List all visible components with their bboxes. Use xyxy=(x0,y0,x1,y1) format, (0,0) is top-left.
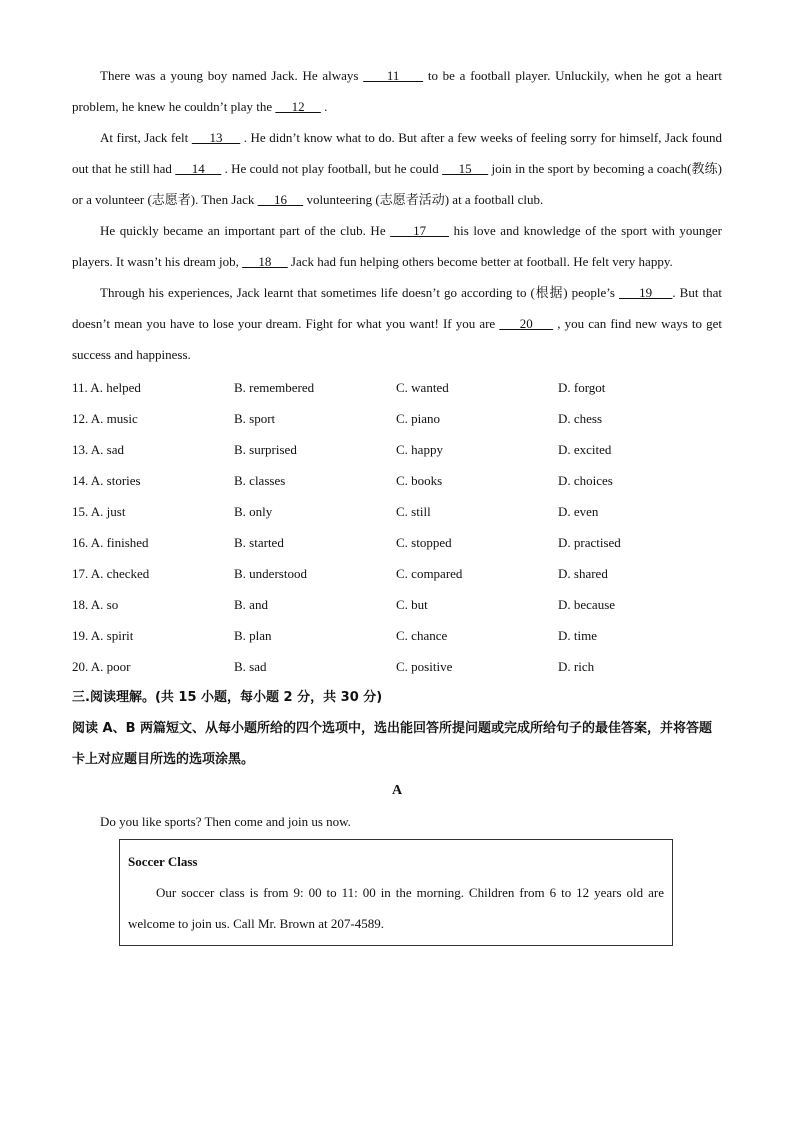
option-c: C. piano xyxy=(396,410,441,426)
soccer-class-box xyxy=(119,839,673,946)
text: his love and knowledge of the sport with younger players. It wasn’t his dream job, xyxy=(72,223,723,269)
box-title: Soccer Class xyxy=(128,854,198,869)
option-b: B. sport xyxy=(234,410,276,426)
text: He quickly became an important part of the club. He xyxy=(100,223,391,238)
exam-page xyxy=(72,60,722,946)
blank-11: 11 xyxy=(363,68,424,83)
option-b: B. started xyxy=(234,534,284,550)
part-label: A xyxy=(391,783,403,798)
text: to be a football player. Unluckily, when he got a heart problem, he knew he couldn’t play the xyxy=(72,68,722,114)
option-row-20 xyxy=(72,651,722,682)
option-d: D. time xyxy=(558,627,597,643)
option-a: 18. A. so xyxy=(72,596,119,612)
option-c: C. chance xyxy=(396,627,448,643)
option-a: 15. A. just xyxy=(72,503,126,519)
answer-options xyxy=(72,372,722,682)
option-d: D. practised xyxy=(558,534,621,550)
option-d: D. shared xyxy=(558,565,608,581)
option-row-19 xyxy=(72,620,722,651)
option-d: D. because xyxy=(558,596,616,612)
section-title: 三.阅读理解。(共 15 小题，每小题 2 分，共 30 分) xyxy=(72,690,383,705)
text: , you can find new ways to get success and happiness. xyxy=(72,316,723,362)
option-d: D. rich xyxy=(558,658,595,674)
blank-16: 16 xyxy=(257,192,304,207)
text: join in the sport by becoming a coach(教练) or a volunteer (志愿者). Then Jack xyxy=(72,161,723,207)
option-d: D. excited xyxy=(558,441,612,457)
option-a: 17. A. checked xyxy=(72,565,150,581)
text: . He could not play football, but he could xyxy=(221,161,443,176)
option-row-14 xyxy=(72,465,722,496)
option-b: B. classes xyxy=(234,472,286,488)
blank-17: 17 xyxy=(390,223,449,238)
option-c: C. positive xyxy=(396,658,453,674)
option-c: C. happy xyxy=(396,441,443,457)
option-b: B. surprised xyxy=(234,441,297,457)
blank-12: 12 xyxy=(275,99,321,114)
option-c: C. but xyxy=(396,596,428,612)
text: There was a young boy named Jack. He always xyxy=(100,68,364,83)
text: . But that doesn’t mean you have to lose your dream. Fight for what you want! If you are xyxy=(72,285,722,331)
option-row-17 xyxy=(72,558,722,589)
option-a: 16. A. finished xyxy=(72,534,149,550)
text: Through his experiences, Jack learnt that sometimes life doesn’t go according to (根据) people’s xyxy=(100,285,619,300)
option-row-18 xyxy=(72,589,722,620)
text: At first, Jack felt xyxy=(100,130,192,145)
blank-14: 14 xyxy=(175,161,222,176)
option-b: B. sad xyxy=(234,658,267,674)
option-row-16 xyxy=(72,527,722,558)
option-b: B. and xyxy=(234,596,268,612)
text: Jack had fun helping others become better at football. He felt very happy. xyxy=(287,254,673,269)
option-c: C. still xyxy=(396,503,431,519)
option-row-11 xyxy=(72,372,722,403)
option-d: D. choices xyxy=(558,472,613,488)
option-d: D. forgot xyxy=(558,379,606,395)
option-d: D. chess xyxy=(558,410,603,426)
option-a: 14. A. stories xyxy=(72,472,141,488)
blank-19: 19 xyxy=(618,285,673,300)
option-b: B. plan xyxy=(234,627,272,643)
option-a: 19. A. spirit xyxy=(72,627,134,643)
blank-18: 18 xyxy=(242,254,288,269)
option-c: C. books xyxy=(396,472,443,488)
blank-13: 13 xyxy=(191,130,241,145)
option-b: B. only xyxy=(234,503,273,519)
passage-paragraph-4 xyxy=(72,277,722,370)
blank-15: 15 xyxy=(442,161,489,176)
option-c: C. wanted xyxy=(396,379,449,395)
option-a: 13. A. sad xyxy=(72,441,124,457)
section-instruction: 阅读 A、B 两篇短文、从每小题所给的四个选项中，选出能回答所提问题或完成所给句子的最佳答案，并将答题卡上对应题目所选的选项涂黑。 xyxy=(72,721,713,767)
option-row-15 xyxy=(72,496,722,527)
option-b: B. understood xyxy=(234,565,307,581)
option-b: B. remembered xyxy=(234,379,315,395)
option-a: 20. A. poor xyxy=(72,658,131,674)
option-a: 12. A. music xyxy=(72,410,138,426)
text: volunteering (志愿者活动) at a football club. xyxy=(303,192,544,207)
passage-paragraph-2 xyxy=(72,122,722,215)
box-text: Our soccer class is from 9: 00 to 11: 00 in the morning. Children from 6 to 12 years old are welcome to join us. Call Mr. Brown at 207-4589. xyxy=(128,885,664,931)
text: . xyxy=(320,99,328,114)
option-row-12 xyxy=(72,403,722,434)
option-a: 11. A. helped xyxy=(72,379,141,395)
option-d: D. even xyxy=(558,503,599,519)
blank-20: 20 xyxy=(499,316,554,331)
option-c: C. compared xyxy=(396,565,463,581)
option-c: C. stopped xyxy=(396,534,452,550)
passage-paragraph-3 xyxy=(72,215,722,277)
reading-intro: Do you like sports? Then come and join us now. xyxy=(100,814,351,829)
passage-paragraph-1 xyxy=(72,60,722,122)
option-row-13 xyxy=(72,434,722,465)
text: . He didn’t know what to do. But after a few weeks of feeling sorry for himself, Jack found out that he still had xyxy=(72,130,722,176)
